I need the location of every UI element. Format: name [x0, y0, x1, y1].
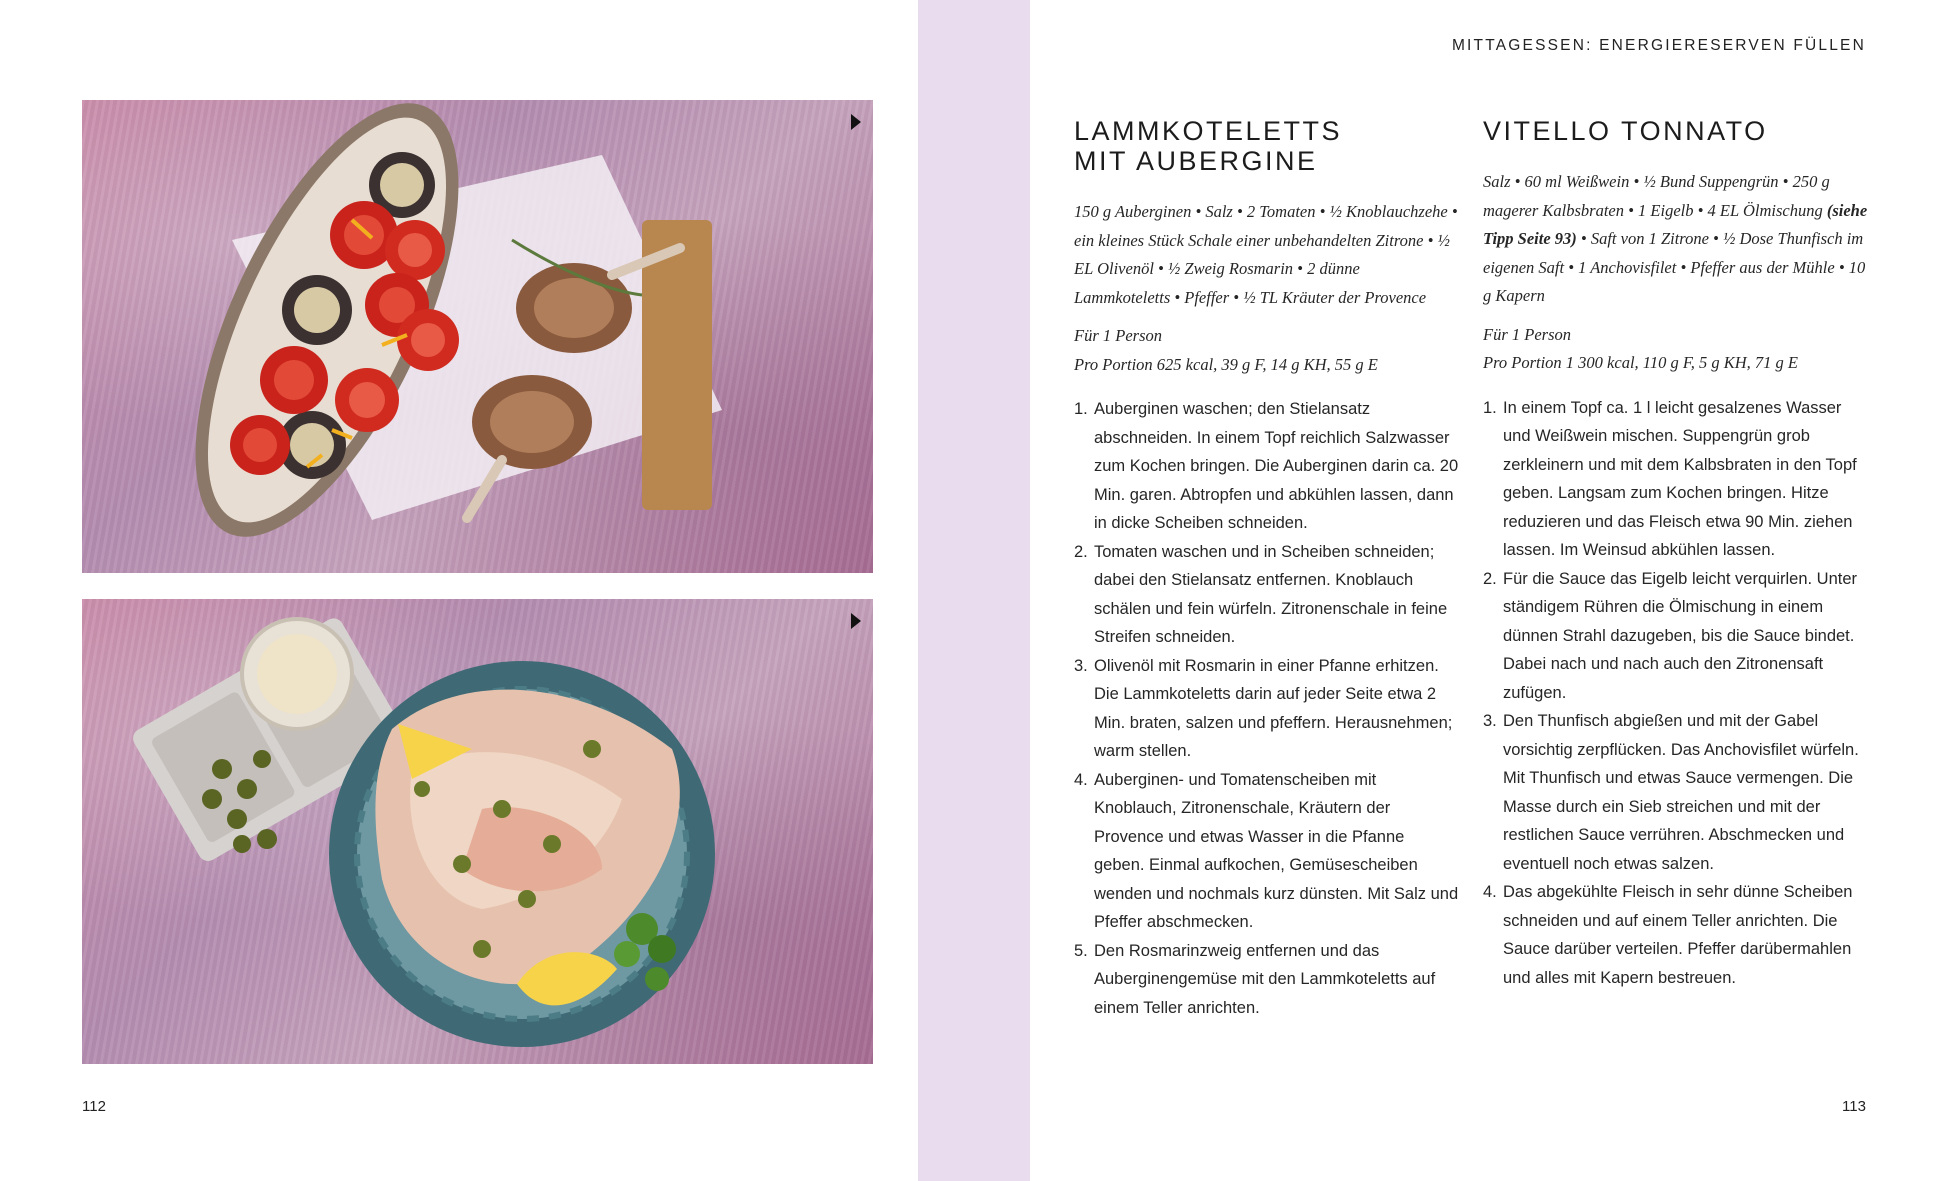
instruction-step: [1483, 394, 1868, 565]
step-number: 3.: [1074, 656, 1088, 675]
recipe-title-line: VITELLO TONNATO: [1483, 116, 1768, 146]
step-number: 5.: [1074, 941, 1088, 960]
recipe-title: [1074, 116, 1459, 176]
instruction-step: [1483, 707, 1868, 878]
gutter-strip: [918, 0, 1030, 1181]
recipe-lammkoteletts: [1074, 116, 1459, 1022]
recipe-meta: [1483, 321, 1868, 378]
instruction-step: [1074, 937, 1459, 1023]
instruction-step: [1483, 565, 1868, 708]
triangle-marker-icon: [851, 114, 861, 130]
servings: Für 1 Person: [1483, 324, 1571, 344]
nutrition-info: Pro Portion 625 kcal, 39 g F, 14 g KH, 55 g E: [1074, 354, 1378, 374]
step-text: Das abgekühlte Fleisch in sehr dünne Scheiben schneiden und auf einem Teller anrichten. Die Sauce darüber verteilen. Pfeffer darübermahlen und alles mit Kapern bestreuen.: [1503, 883, 1853, 987]
step-text: In einem Topf ca. 1 l leicht gesalzenes Wasser und Weißwein mischen. Suppengrün grob zerkleinern und mit dem Kalbsbraten in den Topf geben. Langsam zum Kochen bringen. Hitze reduzieren und das Fleisch etwa 90 Min. ziehen lassen. Im Weinsud abkühlen lassen.: [1503, 398, 1857, 559]
step-text: Tomaten waschen und in Scheiben schneiden; dabei den Stielansatz entfernen. Knoblauch schälen und fein würfeln. Zitronenschale in feine Streifen schneiden.: [1094, 542, 1448, 646]
nutrition-info: Pro Portion 1 300 kcal, 110 g F, 5 g KH, 71 g E: [1483, 353, 1799, 372]
recipe-meta: [1074, 322, 1459, 379]
recipe-title-line: MIT AUBERGINE: [1074, 146, 1318, 176]
servings: Für 1 Person: [1074, 326, 1162, 345]
step-text: Auberginen waschen; den Stielansatz abschneiden. In einem Topf reichlich Salzwasser zum Kochen bringen. Die Auberginen darin ca. 20 Min. garen. Abtropfen und abkühlen lassen, dann in dicke Scheiben schneiden.: [1094, 400, 1459, 532]
step-number: 4.: [1483, 883, 1497, 901]
step-number: 2.: [1483, 569, 1497, 588]
step-text: Olivenöl mit Rosmarin in einer Pfanne erhitzen. Die Lammkoteletts darin auf jeder Seite etwa 2 Min. braten, salzen und pfeffern. Herausnehmen; warm stellen.: [1094, 656, 1453, 760]
step-number: 3.: [1483, 712, 1497, 730]
instruction-steps: [1074, 395, 1459, 1022]
instruction-step: [1074, 652, 1459, 766]
instruction-steps: [1483, 394, 1868, 993]
step-text: Den Rosmarinzweig entfernen und das Auberginengemüse mit den Lammkoteletts auf einem Teller anrichten.: [1094, 941, 1436, 1017]
recipe-vitello-tonnato: [1483, 116, 1868, 992]
instruction-step: [1074, 395, 1459, 538]
running-head: MITTAGESSEN: ENERGIERESERVEN FÜLLEN: [1451, 37, 1866, 54]
page-number-right: 113: [1842, 1098, 1866, 1115]
step-number: 2.: [1074, 542, 1088, 561]
page-number-left: 112: [82, 1098, 106, 1115]
ingredient-list: 150 g Auberginen • Salz • 2 Tomaten • ½ Knoblauchzehe • ein kleines Stück Schale einer unbehandelten Zitrone • ½ EL Olivenöl • ½ Zweig Rosmarin • 2 dünne Lammkoteletts • Pfeffer • ½ TL Kräuter der Provence: [1074, 202, 1458, 307]
triangle-marker-icon: [851, 613, 861, 629]
instruction-step: [1483, 878, 1868, 992]
recipe-title: [1483, 116, 1868, 146]
ingredient-text: • Saft von 1 Zitrone • ½ Dose Thunfisch im eigenen Saft • 1 Anchovisfilet • Pfeffer aus der Mühle • 10 g Kapern: [1483, 229, 1866, 305]
instruction-step: [1074, 766, 1459, 937]
step-number: 4.: [1074, 770, 1088, 789]
vitello-tonnato-photo: [82, 599, 873, 1064]
ingredient-text: Salz • 60 ml Weißwein • ½ Bund Suppengrün • 250 g magerer Kalbsbraten • 1 Eigelb • 4 EL Ölmischung: [1483, 172, 1830, 220]
recipe-title-line: LAMMKOTELETTS: [1074, 116, 1343, 146]
step-text: Den Thunfisch abgießen und mit der Gabel vorsichtig zerpflücken. Das Anchovisfilet würfeln. Mit Thunfisch und etwas Sauce vermengen. Die Masse durch ein Sieb streichen und mit der restlichen Sauce verrühren. Abschmecken und eventuell noch etwas salzen.: [1503, 712, 1859, 873]
instruction-step: [1074, 538, 1459, 652]
step-number: 1.: [1074, 400, 1088, 418]
ingredient-list: [1483, 168, 1868, 311]
step-number: 1.: [1483, 398, 1497, 417]
step-text: Auberginen- und Tomatenscheiben mit Knoblauch, Zitronenschale, Kräutern der Provence und etwas Wasser in die Pfanne geben. Einmal aufkochen, Gemüsescheiben wenden und nochmals kurz dünsten. Mit Salz und Pfeffer abschmecken.: [1094, 770, 1459, 931]
tip-reference: (siehe Tipp Seite 93): [1483, 200, 1868, 248]
lamb-eggplant-dish-illustration: [82, 100, 873, 573]
lamb-chops-photo: [82, 100, 873, 573]
step-text: Für die Sauce das Eigelb leicht verquirlen. Unter ständigem Rühren die Ölmischung in einem dünnen Strahl dazugeben, bis die Sauce bindet. Dabei nach und nach auch den Zitronensaft zufügen.: [1503, 569, 1858, 702]
vitello-tonnato-dish-illustration: [82, 599, 873, 1064]
